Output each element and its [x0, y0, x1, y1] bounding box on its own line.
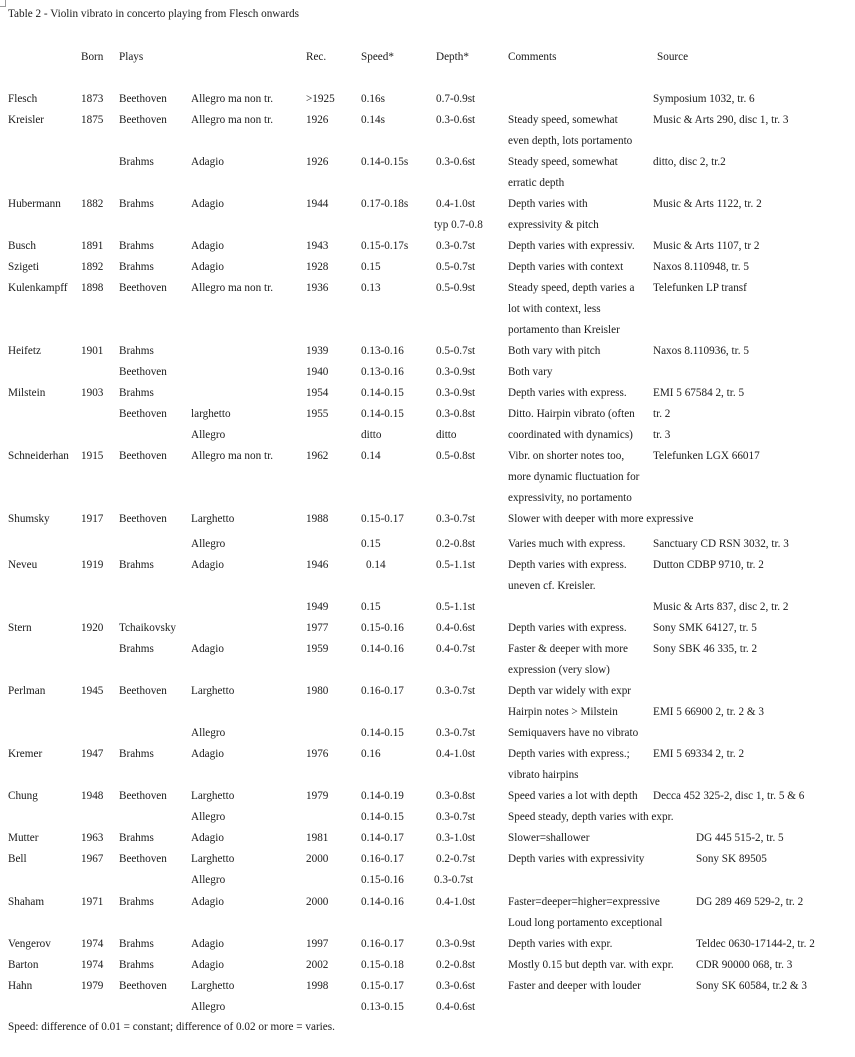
cell-source: Telefunken LGX 66017 [653, 450, 760, 462]
cell-rec-year: 1988 [306, 513, 329, 525]
cell-source: Dutton CDBP 9710, tr. 2 [653, 559, 764, 571]
cell-speed: ditto [361, 429, 382, 441]
cell-movement: Allegro [191, 727, 226, 739]
cell-movement: Allegro ma non tr. [191, 282, 274, 294]
cell-movement: Adagio [191, 832, 224, 844]
cell-composer: Beethoven [119, 450, 167, 462]
cell-player-name: Stern [8, 622, 32, 634]
cell-composer: Brahms [119, 387, 154, 399]
header-rec: Rec. [306, 51, 327, 63]
cell-speed: 0.14-0.15 [361, 387, 404, 399]
cell-player-name: Busch [8, 240, 36, 252]
cell-speed: 0.15-0.16 [361, 622, 404, 634]
cell-rec-year: 1979 [306, 790, 329, 802]
cell-player-name: Kreisler [8, 114, 45, 126]
cell-depth: 0.5-0.9st [436, 282, 476, 294]
cell-rec-year: >1925 [306, 93, 335, 105]
cell-born-year: 1873 [81, 93, 104, 105]
cell-movement: Larghetto [191, 853, 235, 865]
cell-depth: 0.7-0.9st [436, 93, 476, 105]
cell-player-name: Perlman [8, 685, 46, 697]
cell-movement: Allegro [191, 811, 226, 823]
cell-depth: 0.4-0.6st [436, 622, 476, 634]
cell-rec-year: 1962 [306, 450, 329, 462]
header-plays: Plays [119, 51, 144, 63]
cell-born-year: 1898 [81, 282, 104, 294]
cell-source: EMI 5 67584 2, tr. 5 [653, 387, 745, 399]
cell-composer: Brahms [119, 643, 154, 655]
cell-movement: Allegro [191, 1001, 226, 1013]
cell-composer: Brahms [119, 240, 154, 252]
cell-composer: Beethoven [119, 513, 167, 525]
cell-comment: Faster=deeper=higher=expressive [508, 896, 660, 908]
cell-rec-year: 1940 [306, 366, 329, 378]
cell-depth: 0.4-0.6st [436, 1001, 476, 1013]
cell-source: tr. 3 [653, 429, 671, 441]
cell-born-year: 1892 [81, 261, 104, 273]
cell-comment: Faster and deeper with louder [508, 980, 641, 992]
cell-comment: expressivity & pitch [508, 219, 599, 231]
cell-composer: Beethoven [119, 790, 167, 802]
cell-rec-year: 1943 [306, 240, 329, 252]
cell-depth: 0.5-0.7st [436, 261, 476, 273]
cell-player-name: Bell [8, 853, 27, 865]
cell-composer: Tchaikovsky [119, 622, 177, 634]
cell-comment: Both vary with pitch [508, 345, 601, 357]
cell-composer: Brahms [119, 938, 154, 950]
cell-speed: 0.16-0.17 [361, 938, 404, 950]
cell-rec-year: 1997 [306, 938, 329, 950]
cell-rec-year: 1928 [306, 261, 329, 273]
cell-player-name: Flesch [8, 93, 38, 105]
cell-source: Naxos 8.110948, tr. 5 [653, 261, 749, 273]
footnote: Speed: difference of 0.01 = constant; difference of 0.02 or more = varies. [8, 1021, 335, 1033]
cell-player-name: Milstein [8, 387, 46, 399]
cell-movement: Adagio [191, 938, 224, 950]
cell-depth: 0.3-0.8st [436, 408, 476, 420]
cell-speed: 0.14-0.19 [361, 790, 404, 802]
cell-born-year: 1945 [81, 685, 104, 697]
cell-speed: 0.16 [361, 748, 381, 760]
cell-speed: 0.15 [361, 261, 381, 273]
cell-comment: Depth varies with expr. [508, 938, 613, 950]
cell-movement: larghetto [191, 408, 231, 420]
cell-comment: Depth varies with express. [508, 622, 627, 634]
cell-speed: 0.15 [361, 601, 381, 613]
cell-comment: Depth varies with expressiv. [508, 240, 635, 252]
cell-source: Teldec 0630-17144-2, tr. 2 [696, 938, 815, 950]
cell-comment: Depth varies with express.; [508, 748, 630, 760]
cell-depth: 0.4-1.0st [436, 198, 476, 210]
cell-comment: Vibr. on shorter notes too, [508, 450, 625, 462]
cell-comment: Depth var widely with expr [508, 685, 632, 697]
cell-depth: 0.5-0.7st [436, 345, 476, 357]
cell-speed: 0.16s [361, 93, 385, 105]
cell-comment: expressivity, no portamento [508, 492, 632, 504]
cell-source: Sony SBK 46 335, tr. 2 [653, 643, 758, 655]
cell-speed: 0.14-0.15 [361, 408, 404, 420]
cell-speed: 0.14-0.16 [361, 896, 404, 908]
cell-movement: Adagio [191, 261, 224, 273]
cell-source: DG 289 469 529-2, tr. 2 [696, 896, 804, 908]
cell-born-year: 1979 [81, 980, 104, 992]
cell-born-year: 1901 [81, 345, 104, 357]
cell-source: Telefunken LP transf [653, 282, 747, 294]
cell-comment: Steady speed, depth varies a [508, 282, 635, 294]
cell-rec-year: 1977 [306, 622, 329, 634]
cell-born-year: 1917 [81, 513, 104, 525]
header-born: Born [81, 51, 104, 63]
cell-movement: Allegro [191, 538, 226, 550]
cell-composer: Brahms [119, 959, 154, 971]
cell-comment: Semiquavers have no vibrato [508, 727, 639, 739]
cell-speed: 0.14-0.15 [361, 811, 404, 823]
cell-rec-year: 1981 [306, 832, 329, 844]
cell-comment: Slower=shallower [508, 832, 590, 844]
cell-born-year: 1963 [81, 832, 104, 844]
cell-source: Sony SMK 64127, tr. 5 [653, 622, 757, 634]
cell-composer: Brahms [119, 198, 154, 210]
cell-rec-year: 1955 [306, 408, 329, 420]
cell-movement: Adagio [191, 959, 224, 971]
cell-composer: Beethoven [119, 408, 167, 420]
cell-depth: 0.4-1.0st [436, 896, 476, 908]
cell-movement: Adagio [191, 643, 224, 655]
cell-comment: Hairpin notes > Milstein [508, 706, 618, 718]
cell-rec-year: 1998 [306, 980, 329, 992]
cell-depth: 0.3-0.9st [436, 366, 476, 378]
cell-movement: Adagio [191, 559, 224, 571]
cell-speed: 0.13 [361, 282, 381, 294]
cell-born-year: 1971 [81, 896, 104, 908]
cell-source: Music & Arts 837, disc 2, tr. 2 [653, 601, 789, 613]
cell-comment: erratic depth [508, 177, 565, 189]
cell-movement: Larghetto [191, 513, 235, 525]
cell-source: Music & Arts 1122, tr. 2 [653, 198, 762, 210]
cell-composer: Brahms [119, 559, 154, 571]
cell-speed: 0.14 [361, 450, 381, 462]
cell-speed: 0.15-0.16 [361, 874, 404, 886]
cell-source: tr. 2 [653, 408, 671, 420]
cell-source: Naxos 8.110936, tr. 5 [653, 345, 749, 357]
cell-speed: 0.16-0.17 [361, 685, 404, 697]
cell-depth: 0.3-0.7st [436, 513, 476, 525]
page-corner-mark [0, 0, 6, 7]
cell-born-year: 1948 [81, 790, 104, 802]
cell-movement: Allegro ma non tr. [191, 114, 274, 126]
cell-rec-year: 1939 [306, 345, 329, 357]
cell-rec-year: 1976 [306, 748, 329, 760]
cell-source: Symposium 1032, tr. 6 [653, 93, 755, 105]
cell-player-name: Neveu [8, 559, 38, 571]
cell-player-name: Chung [8, 790, 38, 802]
cell-player-name: Shumsky [8, 513, 50, 525]
cell-comment: Ditto. Hairpin vibrato (often [508, 408, 635, 420]
cell-player-name: Mutter [8, 832, 39, 844]
cell-composer: Beethoven [119, 853, 167, 865]
cell-comment: Varies much with express. [508, 538, 626, 550]
cell-comment: Steady speed, somewhat [508, 156, 618, 168]
cell-source: DG 445 515-2, tr. 5 [696, 832, 784, 844]
cell-speed: 0.15-0.17s [361, 240, 409, 252]
cell-born-year: 1882 [81, 198, 104, 210]
cell-movement: Adagio [191, 896, 224, 908]
cell-born-year: 1974 [81, 938, 104, 950]
cell-rec-year: 1926 [306, 156, 329, 168]
cell-comment: Depth varies with express. [508, 387, 627, 399]
cell-source: ditto, disc 2, tr.2 [653, 156, 726, 168]
cell-comment: coordinated with dynamics) [508, 429, 633, 441]
cell-movement: Allegro [191, 429, 226, 441]
header-depth: Depth* [436, 51, 469, 63]
cell-speed: 0.17-0.18s [361, 198, 409, 210]
cell-rec-year: 1954 [306, 387, 329, 399]
cell-rec-year: 2000 [306, 853, 329, 865]
cell-composer: Brahms [119, 896, 154, 908]
cell-depth: 0.3-0.6st [436, 114, 476, 126]
cell-player-name: Heifetz [8, 345, 41, 357]
cell-depth: 0.5-0.8st [436, 450, 476, 462]
cell-speed: 0.13-0.15 [361, 1001, 404, 1013]
cell-movement: Larghetto [191, 980, 235, 992]
cell-born-year: 1974 [81, 959, 104, 971]
cell-rec-year: 1946 [306, 559, 329, 571]
cell-speed: 0.13-0.16 [361, 345, 404, 357]
cell-depth: 0.3-0.7st [436, 685, 476, 697]
cell-player-name: Schneiderhan [8, 450, 69, 462]
cell-movement: Larghetto [191, 790, 235, 802]
cell-comment: vibrato hairpins [508, 769, 579, 781]
cell-speed: 0.14-0.17 [361, 832, 404, 844]
cell-depth: 0.3-0.7st [436, 811, 476, 823]
cell-source: EMI 5 69334 2, tr. 2 [653, 748, 745, 760]
cell-born-year: 1947 [81, 748, 104, 760]
cell-movement: Adagio [191, 198, 224, 210]
cell-depth: 0.2-0.7st [436, 853, 476, 865]
cell-rec-year: 1959 [306, 643, 329, 655]
cell-player-name: Hubermann [8, 198, 61, 210]
cell-born-year: 1915 [81, 450, 104, 462]
cell-composer: Brahms [119, 156, 154, 168]
cell-player-name: Szigeti [8, 261, 40, 273]
cell-player-name: Vengerov [8, 938, 51, 950]
cell-born-year: 1967 [81, 853, 104, 865]
cell-rec-year: 1926 [306, 114, 329, 126]
cell-movement: Adagio [191, 156, 224, 168]
cell-comment: Depth varies with expressivity [508, 853, 645, 865]
cell-movement: Adagio [191, 240, 224, 252]
cell-movement: Allegro [191, 874, 226, 886]
cell-comment: lot with context, less [508, 303, 601, 315]
cell-depth: 0.5-1.1st [436, 559, 476, 571]
cell-rec-year: 2000 [306, 896, 329, 908]
cell-composer: Brahms [119, 345, 154, 357]
cell-composer: Beethoven [119, 114, 167, 126]
cell-depth: typ 0.7-0.8 [434, 219, 483, 231]
cell-rec-year: 1949 [306, 601, 329, 613]
cell-born-year: 1891 [81, 240, 104, 252]
cell-player-name: Barton [8, 959, 39, 971]
cell-comment: Slower with deeper with more expressive [508, 513, 694, 525]
cell-speed: 0.13-0.16 [361, 366, 404, 378]
cell-speed: 0.14-0.15 [361, 727, 404, 739]
cell-depth: 0.2-0.8st [436, 538, 476, 550]
cell-player-name: Hahn [8, 980, 33, 992]
cell-source: Sony SK 89505 [696, 853, 767, 865]
cell-speed: 0.15 [361, 538, 381, 550]
cell-comment: Faster & deeper with more [508, 643, 628, 655]
cell-source: Music & Arts 290, disc 1, tr. 3 [653, 114, 789, 126]
cell-composer: Brahms [119, 748, 154, 760]
cell-source: EMI 5 66900 2, tr. 2 & 3 [653, 706, 764, 718]
cell-rec-year: 1936 [306, 282, 329, 294]
cell-born-year: 1919 [81, 559, 104, 571]
cell-comment: Depth varies with express. [508, 559, 627, 571]
cell-composer: Beethoven [119, 685, 167, 697]
cell-depth: 0.4-1.0st [436, 748, 476, 760]
cell-depth: 0.3-0.9st [436, 387, 476, 399]
cell-composer: Brahms [119, 261, 154, 273]
cell-rec-year: 2002 [306, 959, 329, 971]
cell-source: Music & Arts 1107, tr 2 [653, 240, 760, 252]
cell-speed: 0.15-0.17 [361, 513, 404, 525]
cell-movement: Larghetto [191, 685, 235, 697]
cell-depth: 0.3-0.9st [436, 938, 476, 950]
cell-player-name: Shaham [8, 896, 45, 908]
cell-speed: 0.16-0.17 [361, 853, 404, 865]
cell-player-name: Kremer [8, 748, 43, 760]
cell-source: Sony SK 60584, tr.2 & 3 [696, 980, 807, 992]
cell-composer: Beethoven [119, 366, 167, 378]
cell-comment: expression (very slow) [508, 664, 610, 676]
cell-depth: 0.3-0.8st [436, 790, 476, 802]
cell-speed: 0.14 [366, 559, 386, 571]
cell-comment: Mostly 0.15 but depth var. with expr. [508, 959, 674, 971]
header-comments: Comments [508, 51, 557, 63]
cell-comment: portamento than Kreisler [508, 324, 620, 336]
cell-depth: 0.3-0.6st [436, 980, 476, 992]
cell-comment: Depth varies with context [508, 261, 624, 273]
cell-speed: 0.14s [361, 114, 385, 126]
cell-comment: more dynamic fluctuation for [508, 471, 640, 483]
cell-speed: 0.14-0.15s [361, 156, 409, 168]
cell-comment: uneven cf. Kreisler. [508, 580, 596, 592]
cell-composer: Brahms [119, 832, 154, 844]
cell-speed: 0.15-0.17 [361, 980, 404, 992]
cell-depth: 0.3-1.0st [436, 832, 476, 844]
cell-depth: 0.3-0.7st [436, 727, 476, 739]
cell-comment: Depth varies with [508, 198, 588, 210]
cell-comment: even depth, lots portamento [508, 135, 633, 147]
cell-depth: 0.2-0.8st [436, 959, 476, 971]
cell-born-year: 1875 [81, 114, 104, 126]
cell-comment: Both vary [508, 366, 553, 378]
cell-speed: 0.14-0.16 [361, 643, 404, 655]
cell-depth: 0.5-1.1st [436, 601, 476, 613]
cell-speed: 0.15-0.18 [361, 959, 404, 971]
header-speed: Speed* [361, 51, 394, 63]
cell-player-name: Kulenkampff [8, 282, 68, 294]
cell-comment: Loud long portamento exceptional [508, 917, 663, 929]
cell-comment: Speed steady, depth varies with expr. [508, 811, 674, 823]
cell-movement: Allegro ma non tr. [191, 93, 274, 105]
cell-depth: 0.3-0.7st [434, 874, 474, 886]
cell-comment: Steady speed, somewhat [508, 114, 618, 126]
cell-comment: Speed varies a lot with depth [508, 790, 638, 802]
cell-composer: Beethoven [119, 980, 167, 992]
cell-source: Sanctuary CD RSN 3032, tr. 3 [653, 538, 789, 550]
cell-movement: Adagio [191, 748, 224, 760]
cell-movement: Allegro ma non tr. [191, 450, 274, 462]
cell-depth: ditto [436, 429, 457, 441]
cell-born-year: 1920 [81, 622, 104, 634]
cell-rec-year: 1944 [306, 198, 329, 210]
cell-depth: 0.4-0.7st [436, 643, 476, 655]
cell-depth: 0.3-0.7st [436, 240, 476, 252]
cell-rec-year: 1980 [306, 685, 329, 697]
cell-depth: 0.3-0.6st [436, 156, 476, 168]
cell-born-year: 1903 [81, 387, 104, 399]
table-title: Table 2 - Violin vibrato in concerto playing from Flesch onwards [8, 8, 300, 20]
cell-source: CDR 90000 068, tr. 3 [696, 959, 793, 971]
header-source: Source [657, 51, 689, 63]
cell-source: Decca 452 325-2, disc 1, tr. 5 & 6 [653, 790, 805, 802]
cell-composer: Beethoven [119, 282, 167, 294]
cell-composer: Beethoven [119, 93, 167, 105]
